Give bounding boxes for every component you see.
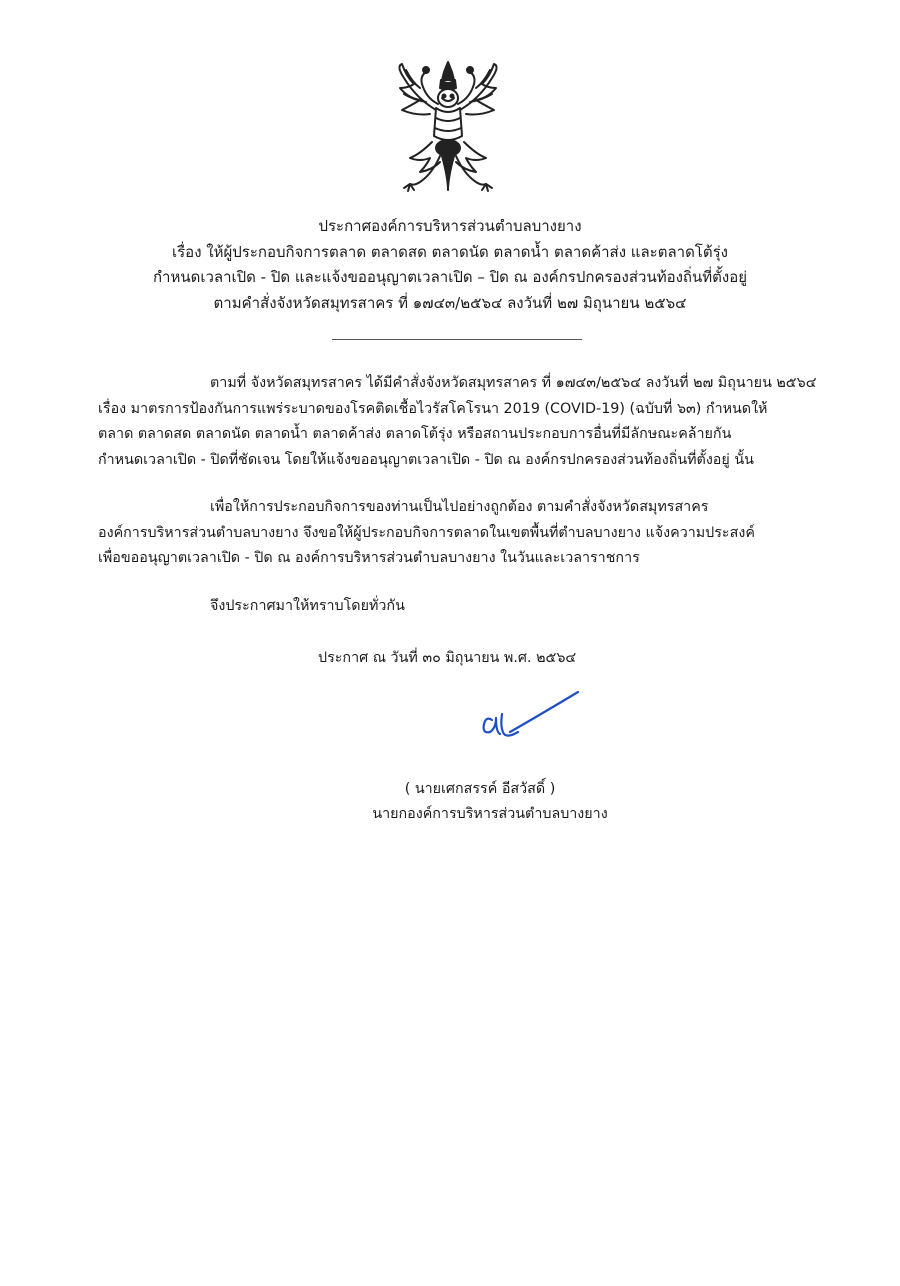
announcement-date: ประกาศ ณ วันที่ ๓๐ มิถุนายน พ.ศ. ๒๕๖๔	[318, 650, 577, 666]
paragraph-line: เพื่อให้การประกอบกิจการของท่านเป็นไปอย่างถูกต้อง ตามคำสั่งจังหวัดสมุทรสาคร	[210, 499, 709, 515]
announcement-reference: ตามคำสั่งจังหวัดสมุทรสาคร ที่ ๑๗๔๓/๒๕๖๔ ลงวันที่ ๒๗ มิถุนายน ๒๕๖๔	[213, 293, 687, 312]
signatory-title: นายกองค์การบริหารส่วนตำบลบางยาง	[372, 806, 608, 822]
announcement-subject: เรื่อง ให้ผู้ประกอบกิจการตลาด ตลาดสด ตลาดนัด ตลาดน้ำ ตลาดค้าส่ง และตลาดโต้รุ่ง	[172, 242, 728, 261]
body-paragraph-2	[98, 495, 818, 572]
paragraph-line: จึงประกาศมาให้ทราบโดยทั่วกัน	[210, 598, 405, 614]
paragraph-line: ตามที่ จังหวัดสมุทรสาคร ได้มีคำสั่งจังหวัดสมุทรสาคร ที่ ๑๗๔๓/๒๕๖๔ ลงวันที่ ๒๗ มิถุนายน ๒๕๖๔	[210, 375, 817, 391]
body-paragraph-3	[98, 594, 818, 620]
garuda-emblem-icon	[386, 58, 510, 198]
signatory-name: ( นายเศกสรรค์ อีสวัสดิ์ )	[404, 781, 556, 797]
paragraph-line: เรื่อง มาตรการป้องกันการแพร่ระบาดของโรคติดเชื้อไวรัสโคโรนา 2019 (COVID-19) (ฉบับที่ ๖๓) กำหนดให้	[98, 400, 768, 417]
paragraph-line: ตลาด ตลาดสด ตลาดนัด ตลาดน้ำ ตลาดค้าส่ง ตลาดโต้รุ่ง หรือสถานประกอบการอื่นที่มีลักษณะคล้ายกัน	[98, 426, 732, 442]
announcement-subject-cont: กำหนดเวลาเปิด - ปิด และแจ้งขออนุญาตเวลาเปิด – ปิด ณ องค์กรปกครองส่วนท้องถิ่นที่ตั้งอยู่	[152, 268, 748, 286]
paragraph-line: เพื่อขออนุญาตเวลาเปิด - ปิด ณ องค์การบริหารส่วนตำบลบางยาง ในวันและเวลาราชการ	[98, 550, 640, 566]
announcement-title: ประกาศองค์การบริหารส่วนตำบลบางยาง	[318, 217, 582, 235]
header-divider	[332, 339, 582, 340]
signature-icon	[478, 686, 588, 746]
paragraph-line: องค์การบริหารส่วนตำบลบางยาง จึงขอให้ผู้ประกอบกิจการตลาดในเขตพื้นที่ตำบลบางยาง แจ้งความประสงค์	[98, 524, 755, 541]
announcement-header	[80, 214, 820, 316]
paragraph-line: กำหนดเวลาเปิด - ปิดที่ชัดเจน โดยให้แจ้งขออนุญาตเวลาเปิด - ปิด ณ องค์กรปกครองส่วนท้องถิ่นที่ตั้งอยู่ นั้น	[98, 451, 754, 468]
body-paragraph-1	[98, 371, 818, 473]
